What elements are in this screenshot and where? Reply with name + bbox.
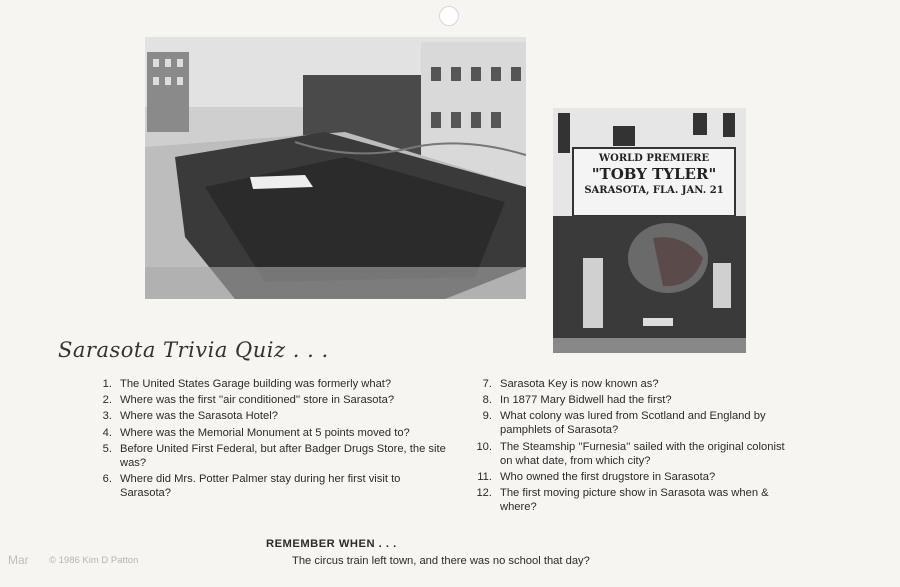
- binding-hole: [439, 6, 459, 26]
- question-number: 7.: [482, 378, 492, 390]
- quiz-question: [90, 426, 450, 440]
- street-crowd-photo: [145, 37, 526, 299]
- question-text: Where was the Sarasota Hotel?: [120, 410, 278, 423]
- question-text: Who owned the first drugstore in Sarasota?: [500, 470, 716, 483]
- quiz-question: [90, 377, 450, 391]
- quiz-question: [470, 377, 800, 391]
- marquee-line-3: SARASOTA, FLA. JAN. 21: [584, 185, 724, 196]
- question-number: 9.: [482, 410, 492, 423]
- question-text: The Steamship ''Furnesia'' sailed with the original colonist on what date, from which city?: [500, 440, 785, 467]
- question-number: 8.: [482, 394, 492, 407]
- question-text: What colony was lured from Scotland and England by pamphlets of Sarasota?: [500, 410, 766, 437]
- copyright-notice: © 1986 Kim D Patton: [49, 555, 139, 566]
- marquee-line-2: "TOBY TYLER": [591, 165, 717, 183]
- quiz-question: [470, 409, 800, 437]
- question-list-left: [90, 377, 450, 502]
- remember-when-text: The circus train left town, and there was no school that day?: [292, 555, 590, 567]
- question-number: 12.: [476, 486, 492, 499]
- quiz-question: [470, 440, 800, 468]
- marquee-text: [575, 152, 733, 198]
- question-text: In 1877 Mary Bidwell had the first?: [500, 394, 672, 407]
- quiz-question: [90, 409, 450, 423]
- marquee-line-1: WORLD PREMIERE: [598, 153, 710, 164]
- question-list-right: [470, 377, 800, 516]
- quiz-question: [90, 442, 450, 470]
- question-text: Sarasota Key is now known as?: [500, 378, 659, 390]
- month-label: Mar: [8, 553, 29, 567]
- question-text: Where was the first ''air conditioned'' store in Sarasota?: [120, 394, 395, 407]
- question-number: 4.: [102, 426, 112, 439]
- question-text: Where was the Memorial Monument at 5 points moved to?: [120, 426, 410, 439]
- question-number: 2.: [102, 394, 112, 407]
- question-number: 11.: [477, 470, 492, 483]
- remember-when-heading: REMEMBER WHEN . . .: [266, 538, 397, 550]
- question-number: 1.: [102, 378, 112, 390]
- question-number: 6.: [102, 472, 112, 485]
- question-number: 5.: [102, 442, 112, 455]
- theater-marquee-photo: [553, 108, 746, 353]
- quiz-question: [470, 486, 800, 514]
- quiz-title: Sarasota Trivia Quiz . . .: [58, 338, 329, 362]
- question-number: 3.: [102, 410, 112, 423]
- quiz-question: [470, 470, 800, 484]
- question-text: Where did Mrs. Potter Palmer stay during her first visit to Sarasota?: [120, 472, 401, 499]
- quiz-question: [470, 393, 800, 407]
- question-text: The United States Garage building was formerly what?: [120, 378, 392, 390]
- question-number: 10.: [476, 440, 492, 453]
- quiz-question: [90, 393, 450, 407]
- question-text: Before United First Federal, but after Badger Drugs Store, the site was?: [120, 442, 446, 469]
- quiz-question: [90, 472, 450, 500]
- question-text: The first moving picture show in Sarasota was when & where?: [500, 486, 769, 513]
